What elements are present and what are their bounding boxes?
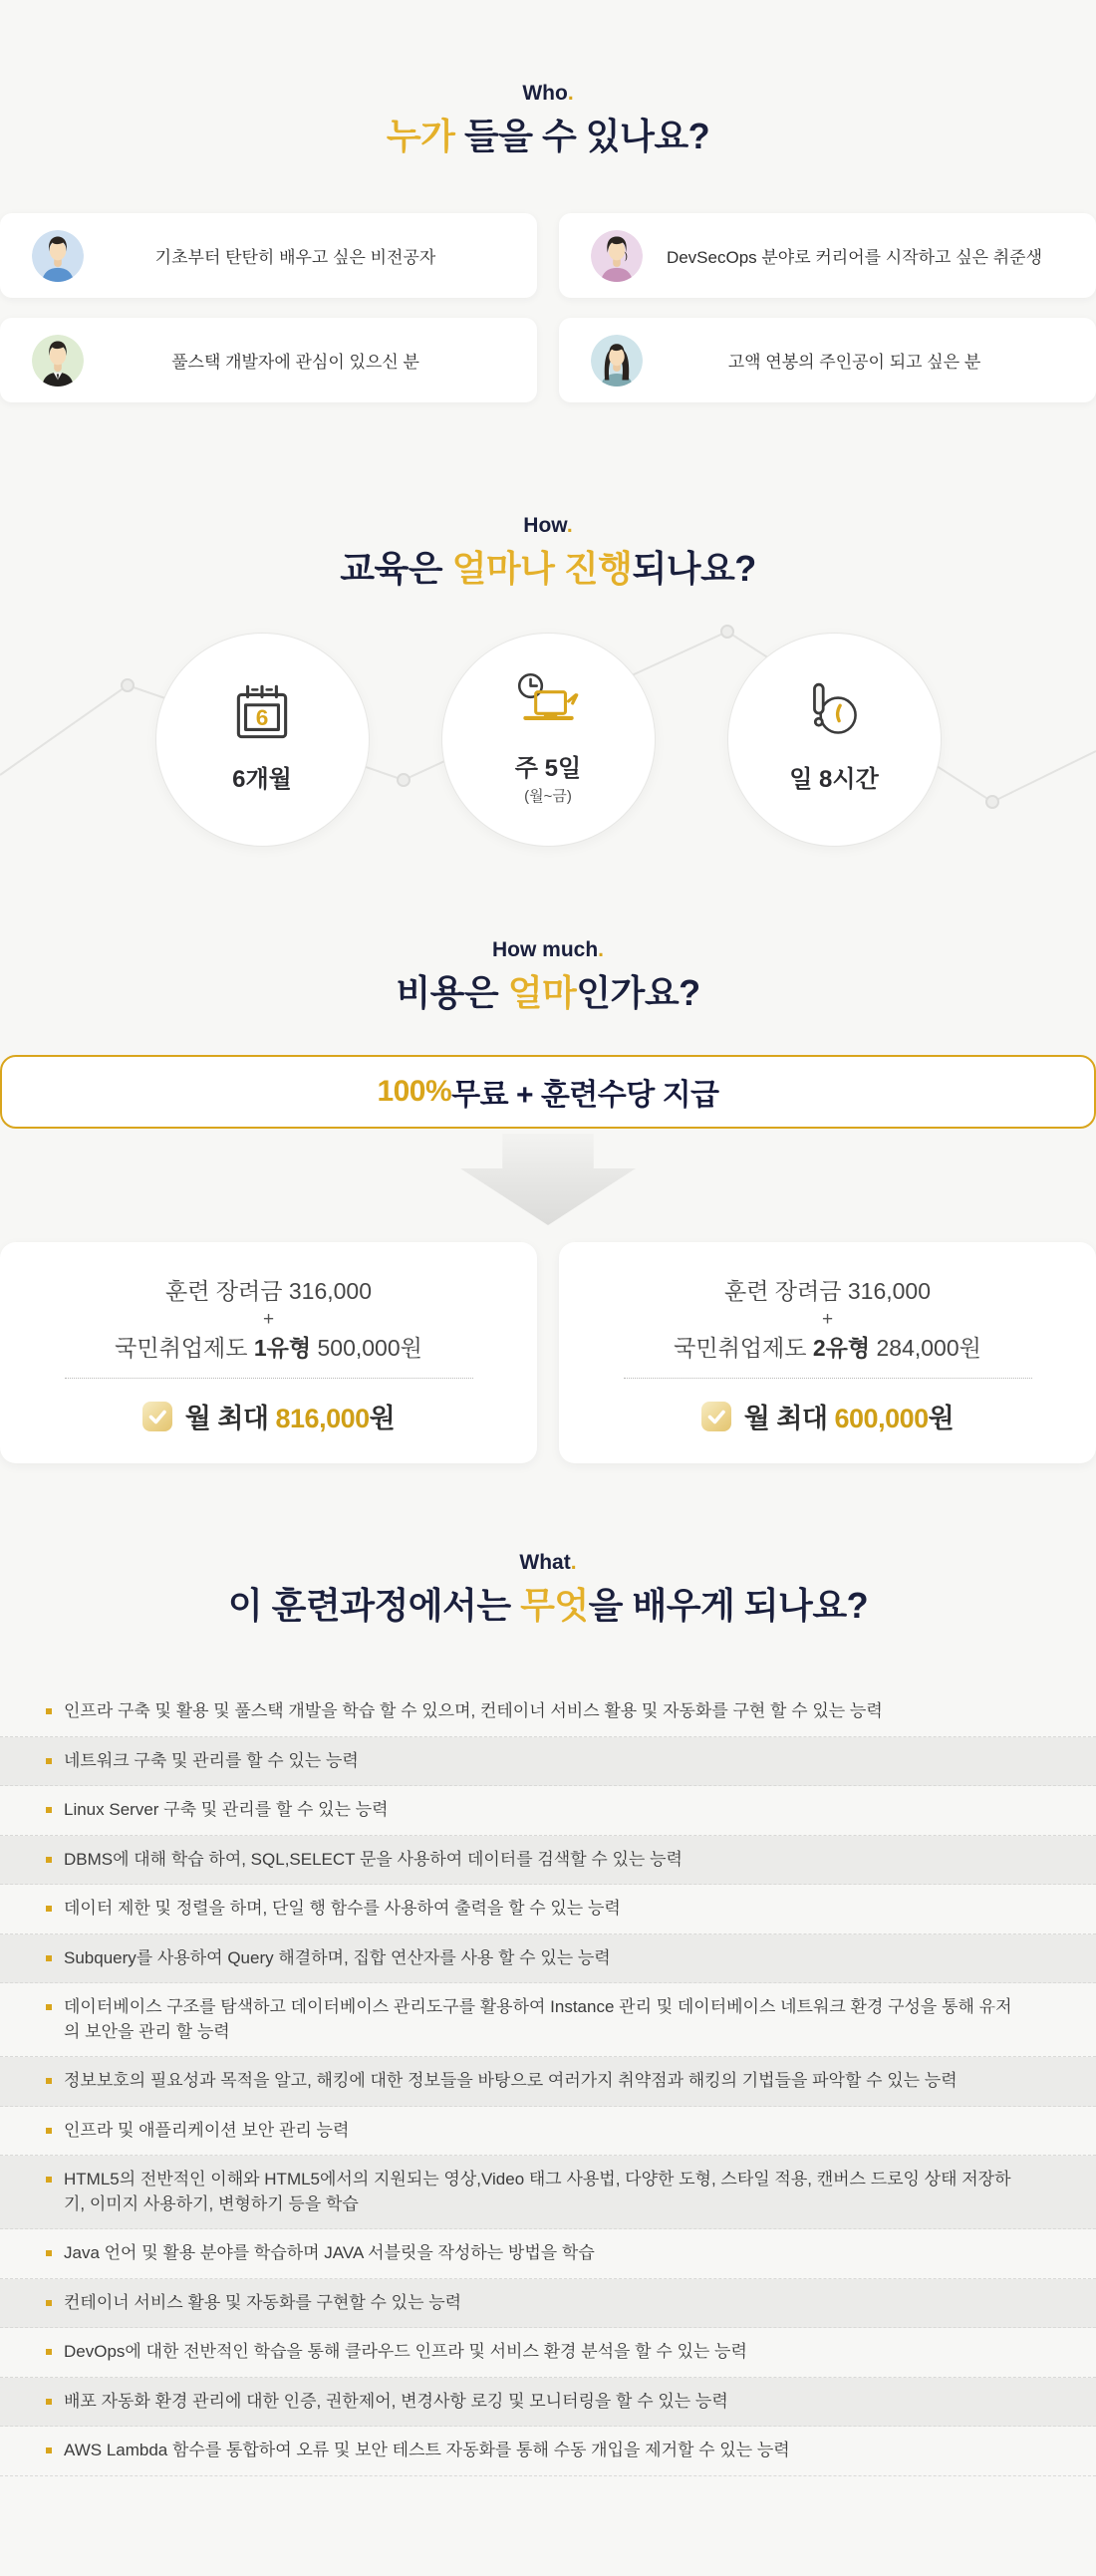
allowance-line2-type: 1유형 xyxy=(253,1335,312,1361)
bullet-icon xyxy=(46,2004,52,2010)
eyebrow-dot: . xyxy=(598,938,604,961)
total-amount: 600,000 xyxy=(834,1404,929,1433)
who-title xyxy=(0,114,1096,158)
duration-circle xyxy=(155,633,370,847)
schedule-circles xyxy=(0,609,1096,847)
list-item xyxy=(0,2328,1096,2378)
section-what xyxy=(0,1551,1096,2476)
howmuch-title-rest: 인가요? xyxy=(576,972,700,1013)
how-title-highlight: 얼마나 진행 xyxy=(451,548,633,589)
what-eyebrow-text: What xyxy=(519,1551,571,1574)
avatar-man-icon xyxy=(32,230,84,282)
list-item-text: 네트워크 구축 및 관리를 할 수 있는 능력 xyxy=(64,1750,359,1770)
allowance-line2 xyxy=(559,1333,1096,1363)
allowance-line2-pre: 국민취업제도 xyxy=(674,1335,813,1361)
hours-label: 일 8시간 xyxy=(789,766,879,793)
how-title-rest: 되나요? xyxy=(632,548,756,589)
list-item-text: DevOps에 대한 전반적인 학습을 통해 클라우드 인프라 및 서비스 환경 분석을 할 수 있는 능력 xyxy=(64,2342,747,2361)
curriculum-list xyxy=(0,1687,1096,2476)
allowance-card-type1 xyxy=(0,1242,537,1463)
banner-highlight: 100% xyxy=(377,1075,452,1108)
how-title xyxy=(0,546,1096,591)
list-item-text: 배포 자동화 환경 관리에 대한 인증, 권한제어, 변경사항 로깅 및 모니터링을 할 수 있는 능력 xyxy=(64,2391,728,2411)
laptop-clock-icon xyxy=(511,666,585,740)
schedule-circles-area xyxy=(0,609,1096,895)
bullet-icon xyxy=(46,1955,52,1961)
bullet-icon xyxy=(46,2447,52,2453)
list-item-text: HTML5의 전반적인 이해와 HTML5에서의 지원되는 영상,Video 태그 사용법, 다양한 도형, 스타일 적용, 캔버스 드로잉 상태 저장하기, 이미지 사용하기, 변형하기 등을 학습 xyxy=(64,2170,1011,2213)
who-eyebrow xyxy=(0,82,1096,106)
how-eyebrow xyxy=(0,514,1096,538)
bullet-icon xyxy=(46,2349,52,2355)
free-tuition-banner xyxy=(0,1055,1096,1129)
what-title-rest: 을 배우게 되나요? xyxy=(588,1585,869,1626)
plus-sign: + xyxy=(262,1309,275,1330)
dotted-divider xyxy=(624,1378,1032,1379)
days-sublabel: (월~금) xyxy=(524,787,572,805)
what-title xyxy=(0,1583,1096,1628)
list-item-text: 데이터 제한 및 정렬을 하며, 단일 행 함수를 사용하여 출력을 할 수 있는 능력 xyxy=(64,1899,621,1918)
dotted-divider xyxy=(65,1378,473,1379)
bullet-icon xyxy=(46,2300,52,2306)
total-pre: 월 최대 xyxy=(184,1404,276,1433)
arrow-area xyxy=(0,1134,1096,1225)
howmuch-title-pre: 비용은 xyxy=(396,972,508,1013)
list-item-text: Linux Server 구축 및 관리를 할 수 있는 능력 xyxy=(64,1800,389,1819)
list-item xyxy=(0,1737,1096,1787)
how-title-pre: 교육은 xyxy=(340,548,452,589)
what-eyebrow xyxy=(0,1551,1096,1575)
howmuch-eyebrow xyxy=(0,938,1096,962)
list-item-text: 인프라 및 애플리케이션 보안 관리 능력 xyxy=(64,2120,350,2140)
audience-card xyxy=(559,318,1096,402)
howmuch-eyebrow-text: How much xyxy=(491,938,599,961)
list-item-text: Java 언어 및 활용 분야를 학습하며 JAVA 서블릿을 작성하는 방법을 학습 xyxy=(64,2243,595,2262)
audience-card-label: 기초부터 탄탄히 배우고 싶은 비전공자 xyxy=(154,248,436,267)
down-arrow-icon xyxy=(460,1134,636,1225)
bullet-icon xyxy=(46,2399,52,2405)
allowance-line2-type: 2유형 xyxy=(812,1335,871,1361)
list-item xyxy=(0,2229,1096,2279)
days-label: 주 5일 xyxy=(514,754,582,782)
what-title-pre: 이 훈련과정에서는 xyxy=(227,1585,521,1626)
allowance-line2-amount: 500,000원 xyxy=(311,1335,422,1361)
allowance-line2 xyxy=(0,1333,537,1363)
list-item xyxy=(0,2156,1096,2229)
check-icon xyxy=(701,1402,731,1431)
days-circle xyxy=(441,633,656,847)
allowance-line2-pre: 국민취업제도 xyxy=(115,1335,254,1361)
avatar-woman-icon xyxy=(591,230,643,282)
avatar-long-hair-woman-icon xyxy=(591,335,643,386)
list-item xyxy=(0,1687,1096,1737)
list-item xyxy=(0,2057,1096,2107)
who-eyebrow-text: Who xyxy=(522,82,568,105)
total-won: 원 xyxy=(369,1404,396,1433)
allowance-line2-amount: 284,000원 xyxy=(870,1335,981,1361)
banner-text: 무료 + 훈련수당 지급 xyxy=(451,1079,719,1112)
audience-card-label: 풀스택 개발자에 관심이 있으신 분 xyxy=(171,353,419,372)
monthly-total xyxy=(0,1397,537,1435)
list-item xyxy=(0,1983,1096,2057)
calendar-icon xyxy=(225,677,299,751)
list-item-text: 데이터베이스 구조를 탐색하고 데이터베이스 관리도구를 활용하여 Instance 관리 및 데이터베이스 네트워크 환경 구성을 통해 유저의 보안을 관리 할 능력 xyxy=(64,1997,1012,2041)
bullet-icon xyxy=(46,1857,52,1863)
monthly-total xyxy=(559,1397,1096,1435)
allowance-card-type2 xyxy=(559,1242,1096,1463)
bullet-icon xyxy=(46,1708,52,1714)
who-title-rest: 들을 수 있나요? xyxy=(454,116,710,156)
alarm-exclamation-icon xyxy=(797,677,871,751)
list-item-text: AWS Lambda 함수를 통합하여 오류 및 보안 테스트 자동화를 통해 수동 개입을 제거할 수 있는 능력 xyxy=(64,2441,790,2459)
section-howmuch xyxy=(0,938,1096,1463)
list-item xyxy=(0,1786,1096,1836)
audience-card xyxy=(0,213,537,298)
list-item xyxy=(0,2378,1096,2428)
allowance-line1: 훈련 장려금 316,000 xyxy=(723,1278,931,1304)
list-item-text: 정보보호의 필요성과 목적을 알고, 해킹에 대한 정보들을 바탕으로 여러가지 취약점과 해킹의 기법들을 파악할 수 있는 능력 xyxy=(64,2071,958,2090)
total-pre: 월 최대 xyxy=(743,1404,835,1433)
howmuch-title xyxy=(0,970,1096,1015)
hours-circle xyxy=(727,633,942,847)
eyebrow-dot: . xyxy=(567,82,574,105)
bullet-icon xyxy=(46,2128,52,2134)
howmuch-title-highlight: 얼마 xyxy=(507,972,577,1013)
allowance-cards xyxy=(0,1242,1096,1463)
audience-cards xyxy=(0,213,1096,402)
list-item xyxy=(0,1934,1096,1984)
total-amount: 816,000 xyxy=(275,1404,370,1433)
who-title-highlight: 누가 xyxy=(386,116,455,156)
bullet-icon xyxy=(46,2177,52,2183)
avatar-suit-man-icon xyxy=(32,335,84,386)
plus-sign: + xyxy=(821,1309,834,1330)
eyebrow-dot: . xyxy=(566,514,573,537)
list-item xyxy=(0,1885,1096,1934)
total-won: 원 xyxy=(928,1404,955,1433)
section-how xyxy=(0,514,1096,895)
duration-label: 6개월 xyxy=(232,766,292,793)
total-text xyxy=(744,1397,954,1435)
bullet-icon xyxy=(46,1758,52,1764)
how-eyebrow-text: How xyxy=(523,514,567,537)
bullet-icon xyxy=(46,2078,52,2084)
calendar-number: 6 xyxy=(255,704,269,730)
allowance-line1: 훈련 장려금 316,000 xyxy=(164,1278,372,1304)
bullet-icon xyxy=(46,1906,52,1912)
audience-card xyxy=(559,213,1096,298)
list-item-text: 인프라 구축 및 활용 및 풀스택 개발을 학습 할 수 있으며, 컨테이너 서비스 활용 및 자동화를 구현 할 수 있는 능력 xyxy=(64,1701,883,1720)
eyebrow-dot: . xyxy=(570,1551,577,1574)
what-title-highlight: 무엇 xyxy=(520,1585,589,1626)
list-item xyxy=(0,2279,1096,2329)
list-item xyxy=(0,2427,1096,2476)
total-text xyxy=(185,1397,395,1435)
audience-card xyxy=(0,318,537,402)
bullet-icon xyxy=(46,1807,52,1813)
list-item-text: Subquery를 사용하여 Query 해결하며, 집합 연산자를 사용 할 수 있는 능력 xyxy=(64,1947,611,1967)
list-item-text: 컨테이너 서비스 활용 및 자동화를 구현할 수 있는 능력 xyxy=(64,2292,462,2312)
list-item-text: DBMS에 대해 학습 하여, SQL,SELECT 문을 사용하여 데이터를 검색할 수 있는 능력 xyxy=(64,1849,683,1869)
audience-card-label: 고액 연봉의 주인공이 되고 싶은 분 xyxy=(727,353,981,372)
list-item xyxy=(0,1836,1096,1886)
check-icon xyxy=(142,1402,172,1431)
list-item xyxy=(0,2107,1096,2157)
section-who xyxy=(0,0,1096,402)
bullet-icon xyxy=(46,2250,52,2256)
audience-card-label: DevSecOps 분야로 커리어를 시작하고 싶은 취준생 xyxy=(666,248,1043,267)
